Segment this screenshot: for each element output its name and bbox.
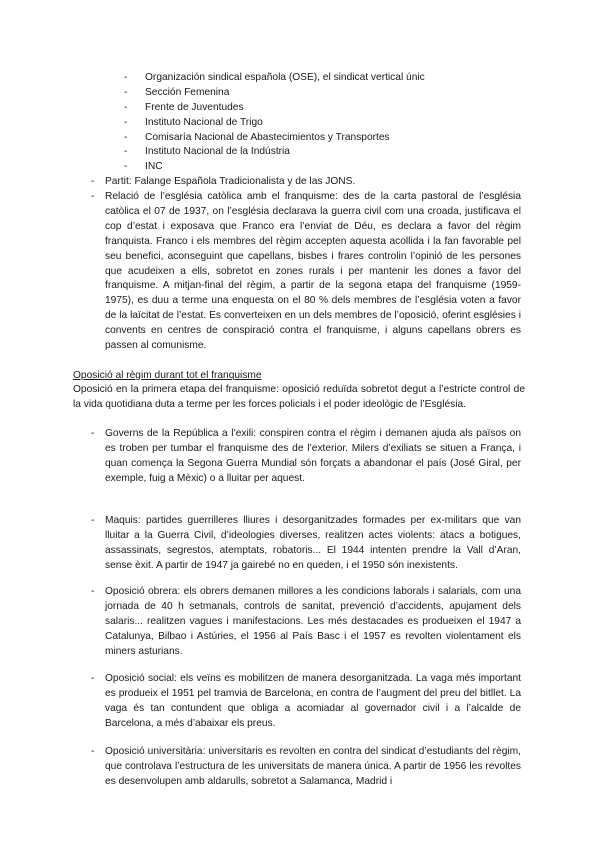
list-item-text: Instituto Nacional de Trigo [145, 116, 263, 128]
bullet: - [124, 116, 128, 128]
list-item [124, 86, 444, 101]
list-item-text: INC [145, 161, 163, 173]
bullet: - [91, 191, 95, 202]
list-item-text: Organización sindical española (OSE), el sindicat vertical únic [145, 72, 425, 83]
opposition-text: Governs de la República a l’exili: conspiren contra el règim i demanen ajuda als països on es troben per tumbar el franquisme des de l’exterior. Milers d’exiliats se situen a França, i quan comença la Segona Guerra Mundial són forçats a abandonar el país (José Giral, per exemple, fuig a Mèxic) o a lluitar per aquest. [105, 428, 521, 484]
bullet: - [91, 176, 95, 187]
bullet: - [124, 86, 128, 98]
bullet: - [124, 72, 128, 83]
esglesia-item [91, 190, 521, 354]
esglesia-text: Relació de l’església catòlica amb el franquisme: des de la carta pastoral de l’església catòlica el 07 de 1937, on l’església declarava la guerra civil com una croada, justificava el cop d’estat i exposava que Franco era l’enviat de Déu, es declara a favor del règim franquista. Franco i els membres del règim accepten aquesta acollida i la fan favorable pel seu benefici, aconseguint que capellans, bisbes i frares controlin l’opinió de les persones que acudeixen a ells, sobretot en zones rurals i per mantenir les dones a favor del franquisme. A mitjan-final del règim, a partir de la segona etapa del franquisme (1959-1975), es duu a terme una enquesta on el 80 % dels membres de l’església voten a favor de la laïcitat de l’estat. Es converteixen en un dels membres de l’oposició, oferint esglésies i convents en centres de conspiració contra el franquisme, i alguns capellans obrers es passen al comunisme. [105, 191, 521, 352]
bullet: - [124, 146, 128, 158]
opposition-text: Maquis: partides guerrilleres lliures i desorganitzades formades per ex-militars que van lluitar a la Guerra Civil, d’ideologies diverses, realitzen actes violents: atacs a botigues, assassinats, segrestos, atemptats, robatoris... El 1944 intenten prendre la Vall d’Aran, sense èxit. A partir de 1947 ja gairebé no en queden, i el 1950 són inexistents. [105, 515, 521, 571]
partit-text: Partit: Falange Española Tradicionalista y de las JONS. [105, 176, 356, 187]
bullet: - [91, 515, 95, 526]
list-item-text: Comisaría Nacional de Abastecimientos y Transportes [145, 131, 390, 143]
list-item [124, 131, 444, 146]
list-item-text: Instituto Nacional de la Indústria [145, 146, 290, 158]
list-item [124, 101, 444, 116]
opposition-item-universitaria [91, 745, 521, 790]
bullet: - [91, 428, 95, 439]
list-item [124, 160, 444, 175]
section-heading: Oposició al règim durant tot el franquisme [73, 370, 262, 381]
list-item [124, 116, 444, 131]
organism-list [124, 71, 444, 175]
opposition-item-obrera [91, 585, 521, 660]
opposition-text: Oposició social: els veïns es mobilitzen de manera desorganitzada. La vaga més important es produeix el 1951 pel tramvia de Barcelona, en contra de l’augment del preu del bitllet. La vaga és tan contundent que obliga a acomiadar al governador civil i a l’alcalde de Barcelona, a més d’abaixar els preus. [105, 673, 521, 729]
bullet: - [91, 586, 95, 597]
list-item-text: Sección Femenina [145, 86, 230, 98]
bullet: - [91, 746, 95, 757]
list-item [124, 71, 444, 86]
opposition-item-maquis [91, 514, 521, 574]
opposition-text: Oposició universitària: universitaris es revolten en contra del sindicat d’estudiants del règim, que controlava l’estructura de les universitats de manera única. A partir de 1956 les revoltes es desenvolupen amb aldarulls, sobretot a Salamanca, Madrid i [105, 746, 521, 787]
bullet: - [124, 161, 128, 173]
opposition-item-social [91, 672, 521, 732]
bullet: - [124, 101, 128, 113]
bullet: - [124, 131, 128, 143]
opposition-item-exili [91, 427, 521, 487]
list-item-text: Frente de Juventudes [145, 101, 244, 113]
partit-item [91, 175, 521, 190]
opposition-text: Oposició obrera: els obrers demanen millores a les condicions laborals i salarials, com una jornada de 40 h setmanals, controls de sanitat, prevenció d’accidents, apujament dels salaris... realitzen vagues i manifestacions. Les més destacades es produeixen el 1947 a Catalunya, Bilbao i Astúries, el 1956 al País Basc i el 1957 es revolten violentament els miners asturians. [105, 586, 521, 657]
intro-paragraph: Oposició en la primera etapa del franquisme: oposició reduïda sobretot degut a l’estricte control de la vida quotidiana duta a terme per les forces policials i el poder ideològic de l’Església. [73, 384, 525, 410]
bullet: - [91, 673, 95, 684]
list-item [124, 145, 444, 160]
